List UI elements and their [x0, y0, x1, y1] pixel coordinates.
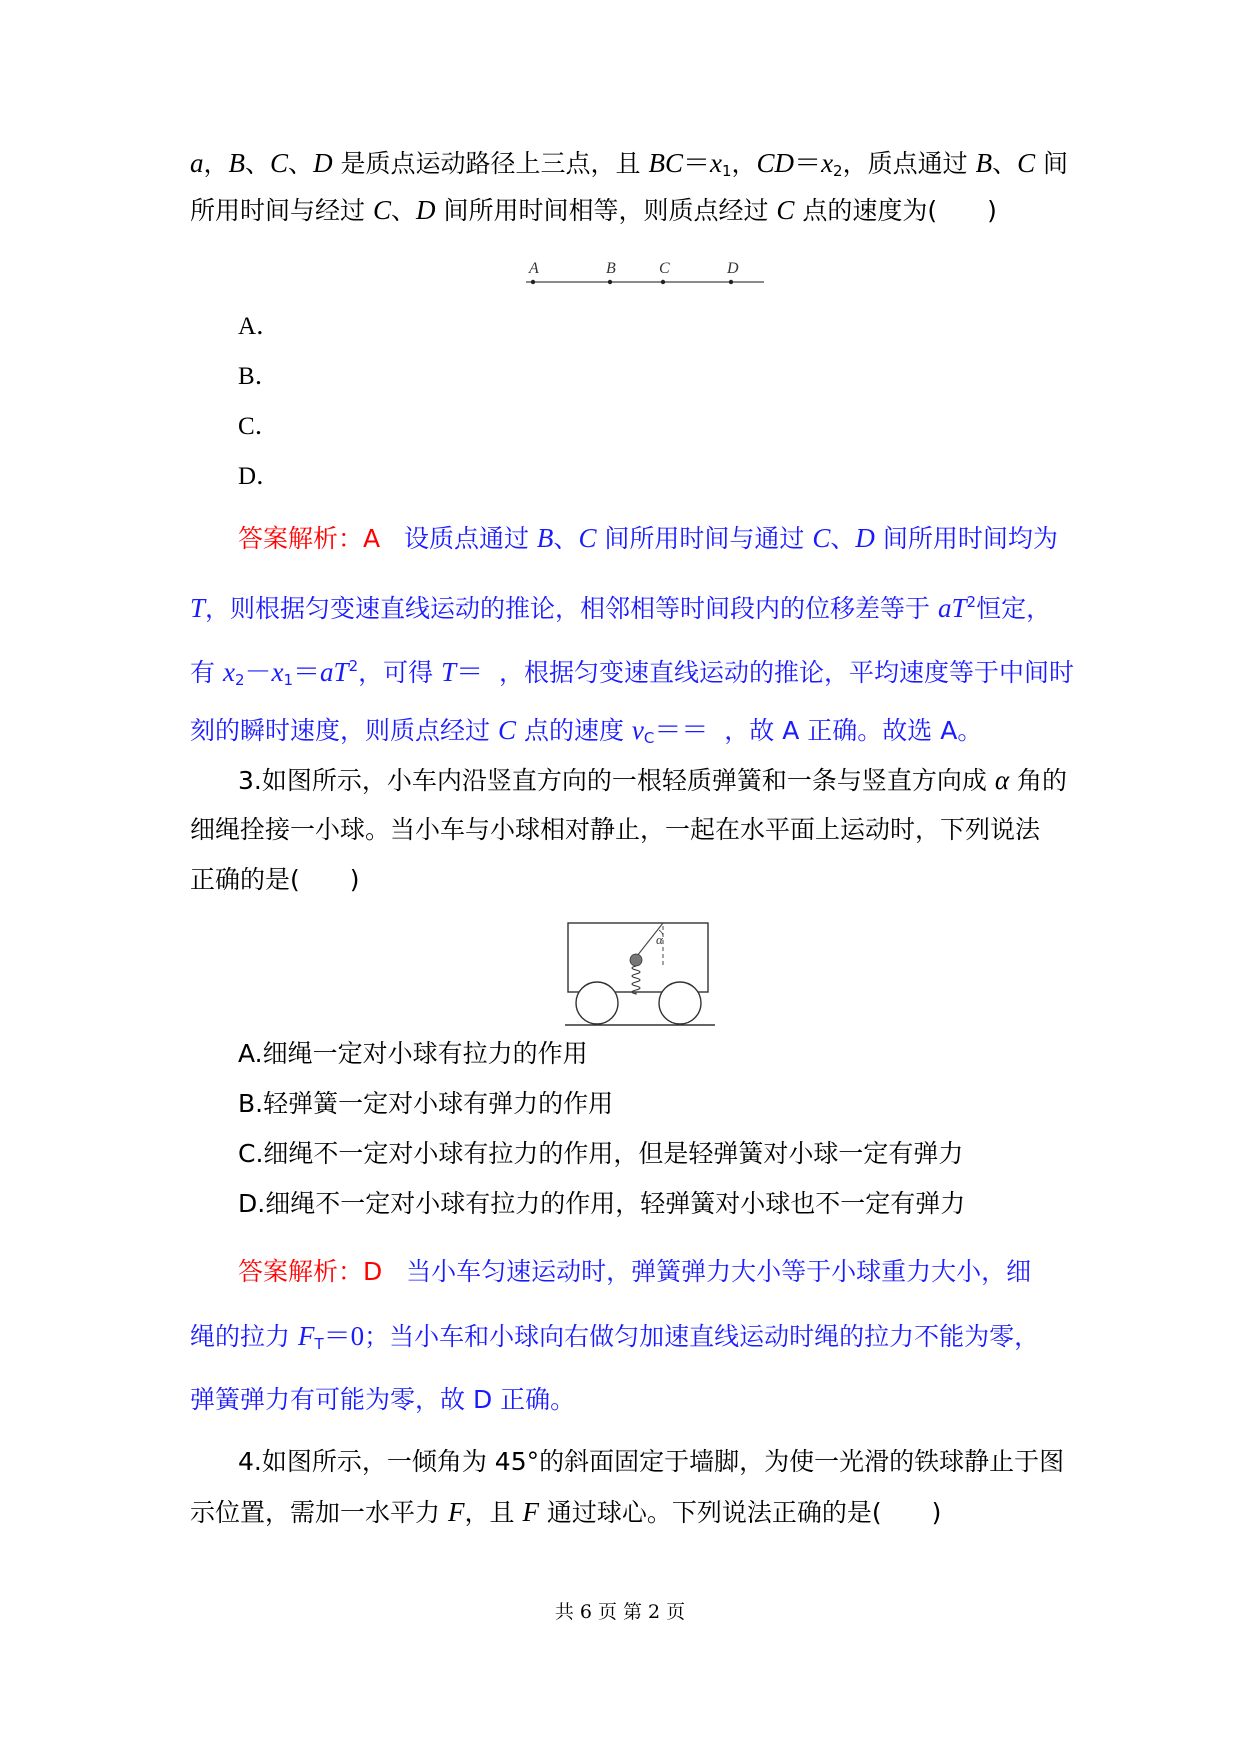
q3-stem-line-2: 细绳拴接一小球。当小车与小球相对静止，一起在水平面上运动时，下列说法	[190, 815, 1041, 844]
diagram-label-c: C	[659, 260, 670, 277]
q4-stem-line-2: 示位置，需加一水平力 F，且 F 通过球心。下列说法正确的是( )	[190, 1497, 942, 1527]
q3-answer-label: 答案解析：D	[238, 1257, 383, 1286]
q4-stem-line-1: 4.如图所示，一倾角为 45°的斜面固定于墙脚，为使一光滑的铁球静止于图	[238, 1447, 1065, 1476]
q2-path-diagram	[520, 258, 770, 288]
q3-stem-line-1: 3.如图所示，小车内沿竖直方向的一根轻质弹簧和一条与竖直方向成 α 角的	[238, 765, 1067, 795]
q3-option-c: C.细绳不一定对小球有拉力的作用，但是轻弹簧对小球一定有弹力	[238, 1139, 964, 1168]
q2-stem-line-1: a，B、C、D 是质点运动路径上三点，且 $BC=x_1$，$CD=x_2$，质点通过 B、C 间	[190, 148, 1069, 180]
q3-option-a: A.细绳一定对小球有拉力的作用	[238, 1039, 588, 1068]
q2-option-c: C．	[238, 413, 280, 440]
diagram-label-a: A	[529, 260, 539, 277]
q2-option-d: D．	[238, 463, 282, 490]
q2-answer-label: 答案解析：A	[238, 524, 381, 553]
q2-explanation-line-3: 有 $x_2-x_1=aT^2$，可得 T＝ ，根据匀变速直线运动的推论，平均速度等于中间时	[190, 657, 1075, 689]
q2-option-b: B．	[238, 363, 280, 390]
q3-cart-figure	[565, 920, 715, 1032]
q3-option-d: D.细绳不一定对小球有拉力的作用，轻弹簧对小球也不一定有弹力	[238, 1189, 966, 1218]
diagram-label-b: B	[606, 260, 616, 277]
q3-option-b: B.轻弹簧一定对小球有弹力的作用	[238, 1089, 614, 1118]
alpha-angle-label: α	[656, 932, 663, 947]
page-footer: 共 6 页 第 2 页	[554, 1601, 686, 1623]
q3-explanation-line-2: 绳的拉力 $F_T=0$；当小车和小球向右做匀加速直线运动时绳的拉力不能为零，	[190, 1321, 1040, 1353]
diagram-label-d: D	[727, 260, 739, 277]
q3-explanation-line-3: 弹簧弹力有可能为零，故 D 正确。	[190, 1385, 576, 1414]
q3-stem-line-3: 正确的是( )	[190, 865, 360, 894]
q2-option-a: A．	[238, 313, 282, 340]
q2-explanation-line-1: 答案解析：A 设质点通过 B、C 间所用时间与通过 C、D 间所用时间均为	[238, 523, 1058, 553]
q3-explanation-line-1: 答案解析：D 当小车匀速运动时，弹簧弹力大小等于小球重力大小，细	[238, 1257, 1032, 1286]
q2-explanation-line-2: T，则根据匀变速直线运动的推论，相邻相等时间段内的位移差等于 $aT^2$恒定，	[190, 593, 1052, 623]
q2-stem-line-2: 所用时间与经过 C、D 间所用时间相等，则质点经过 C 点的速度为( )	[190, 195, 997, 225]
q2-explanation-line-4: 刻的瞬时速度，则质点经过 C 点的速度 $v_C==$ ，故 A 正确。故选 A。	[190, 715, 983, 747]
